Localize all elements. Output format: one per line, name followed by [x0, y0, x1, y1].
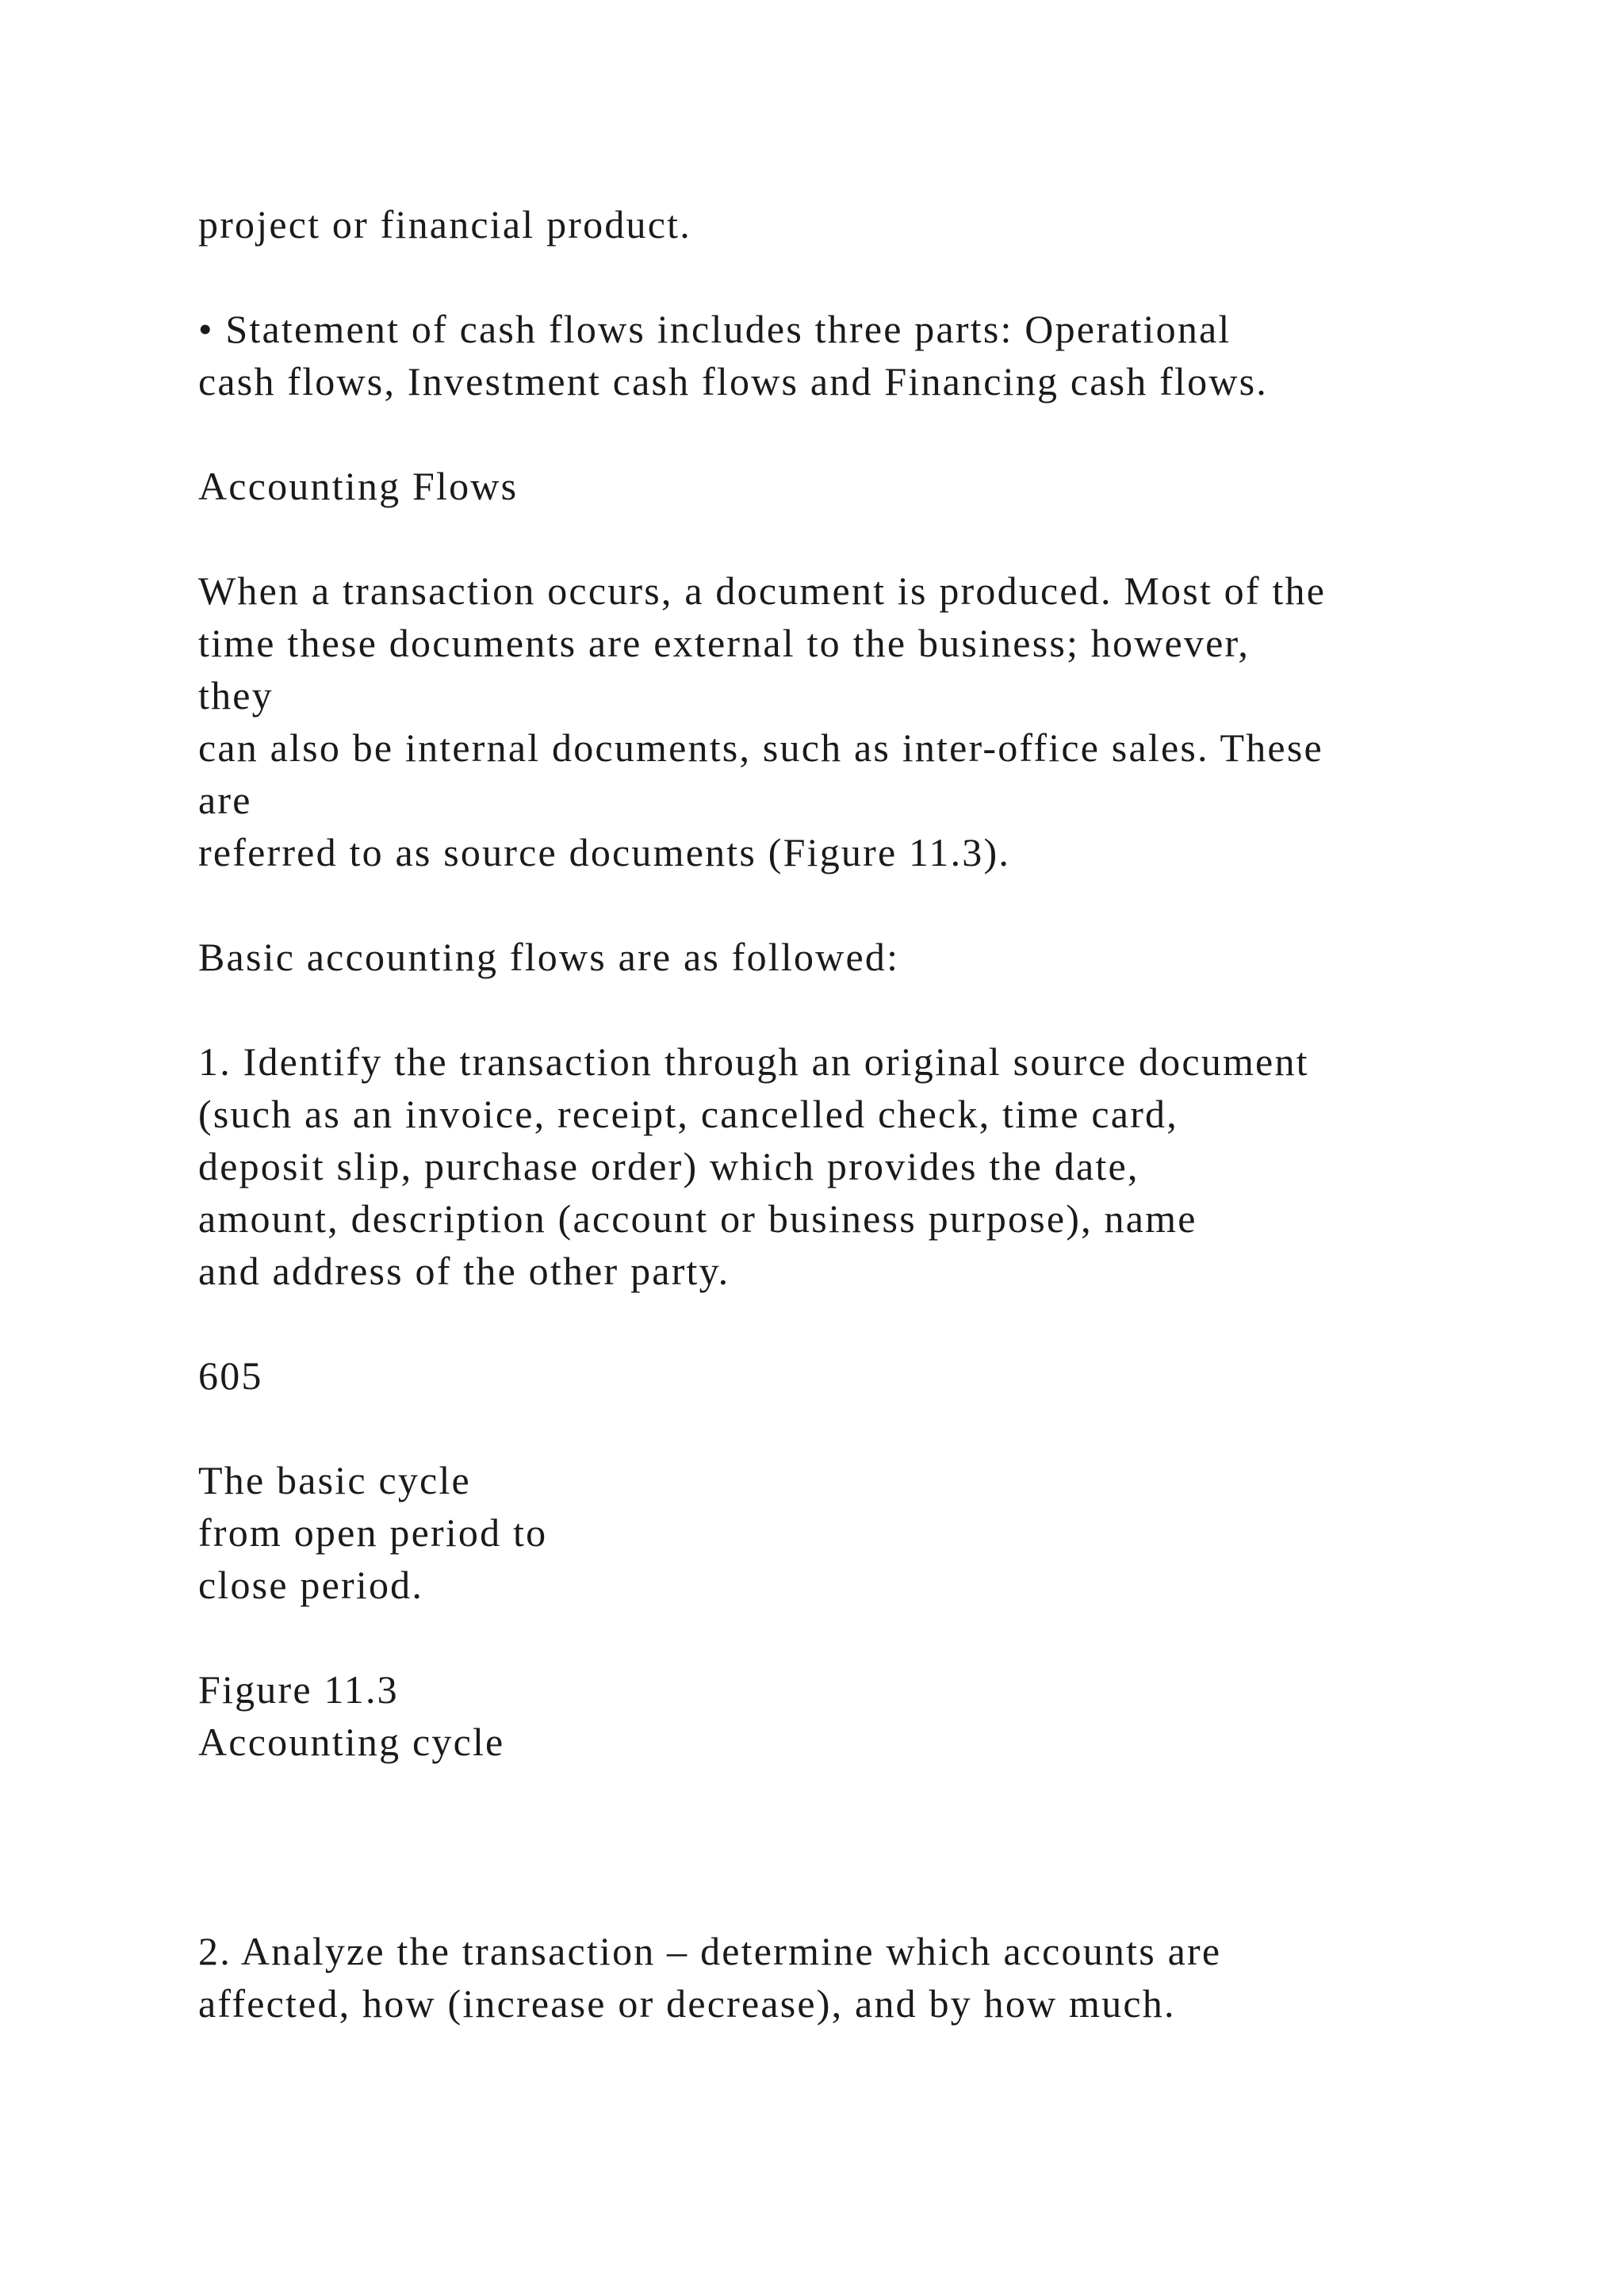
text-line: When a transaction occurs, a document is produced. Most of the [198, 568, 1327, 613]
figure-caption-label: Figure 11.3 [198, 1667, 399, 1712]
text-line: cash flows, Investment cash flows and Financing cash flows. [198, 359, 1268, 404]
text-line: time these documents are external to the business; however, [198, 621, 1251, 665]
text-line: deposit slip, purchase order) which provides the date, [198, 1144, 1139, 1188]
figure-note-line: The basic cycle [198, 1458, 471, 1502]
text-line: are [198, 778, 252, 822]
list-item-line: 1. Identify the transaction through an original source document [198, 1039, 1309, 1084]
text-line: Basic accounting flows are as followed: [198, 935, 900, 979]
figure-note-line: close period. [198, 1563, 424, 1607]
text-line: referred to as source documents (Figure 11.3). [198, 830, 1011, 874]
figure-note-line: from open period to [198, 1510, 548, 1555]
text-line: affected, how (increase or decrease), and by how much. [198, 1981, 1176, 2026]
text-line: (such as an invoice, receipt, cancelled check, time card, [198, 1092, 1178, 1136]
text-line: they [198, 673, 274, 718]
bullet-line: • Statement of cash flows includes three parts: Operational [198, 307, 1231, 351]
section-heading: Accounting Flows [198, 464, 519, 508]
text-line: project or financial product. [198, 202, 691, 247]
list-item-line: 2. Analyze the transaction – determine which accounts are [198, 1929, 1222, 1973]
text-line: amount, description (account or business purpose), name [198, 1196, 1197, 1241]
figure-caption-title: Accounting cycle [198, 1720, 505, 1764]
text-line: can also be internal documents, such as inter-office sales. These [198, 725, 1323, 770]
text-line: and address of the other party. [198, 1249, 730, 1293]
page-number: 605 [198, 1353, 263, 1398]
